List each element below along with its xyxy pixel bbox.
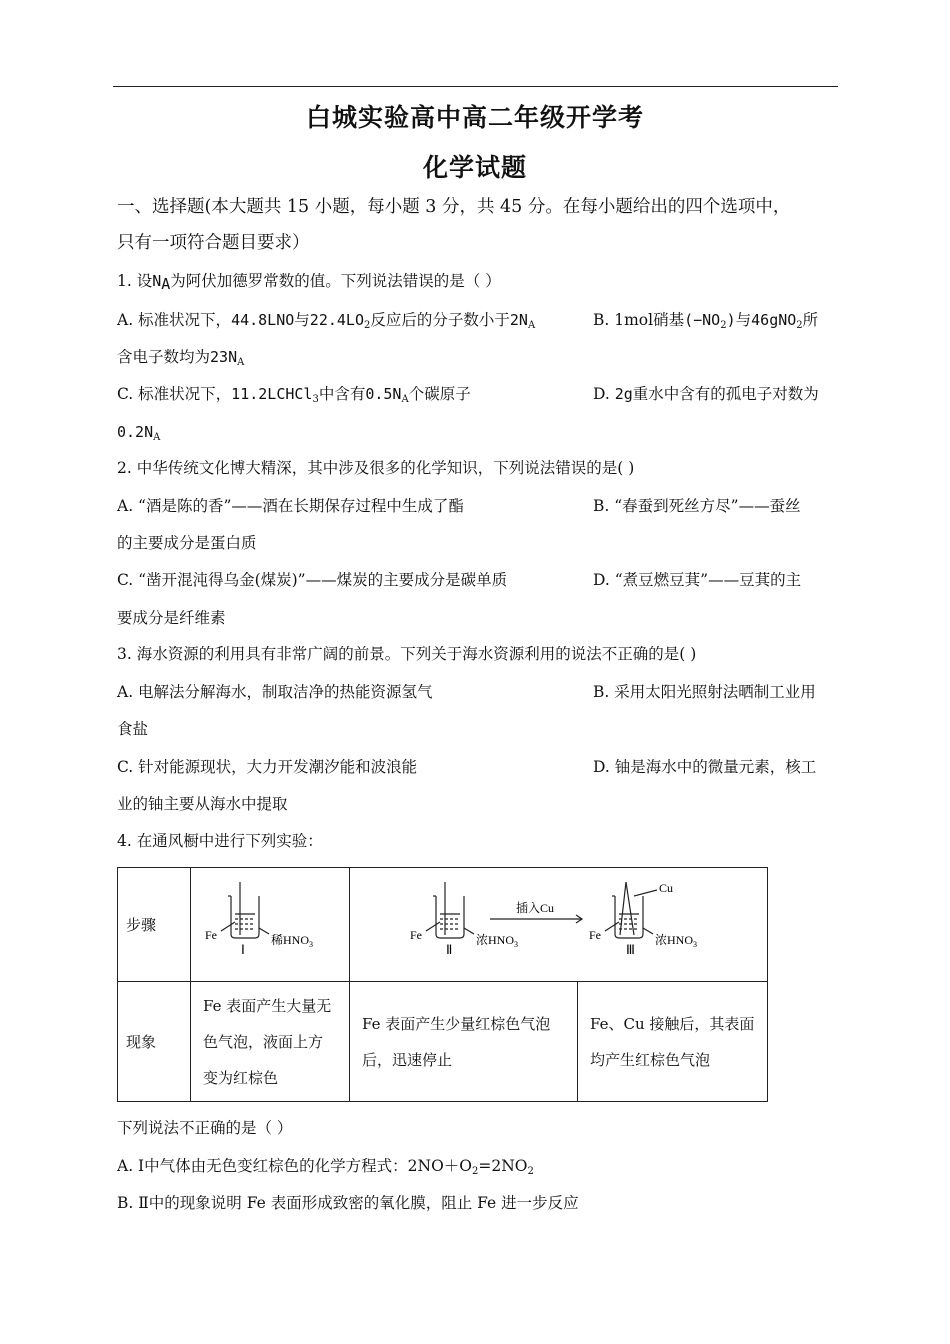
conc-acid-label: 浓$HNO_3$ [476, 933, 518, 949]
q2-option-b-cont: 的主要成分是蛋白质 [117, 534, 257, 552]
q4-option-a: A. Ⅰ中气体由无色变红棕色的化学方程式：$2NO+O_2=2NO_2$ [117, 1157, 534, 1177]
q4-follow: 下列说法不正确的是（ ） [117, 1119, 293, 1137]
step-numeral-1: Ⅰ [241, 942, 245, 957]
step-numeral-3: Ⅲ [626, 942, 635, 957]
cu-label: Cu [659, 881, 674, 895]
fe-label: Fe [205, 928, 217, 942]
observation-2: Fe 表面产生少量红棕色气泡 后，迅速停止 [350, 982, 578, 1102]
beaker-diagram-2-3 [350, 868, 766, 977]
q1-option-c: C. 标准状况下，11.2LCHCl$_3$中含有$0.5N_A$个碳原子 [117, 385, 471, 405]
dilute-acid-label: 稀$HNO_3$ [271, 933, 313, 949]
q1-option-b-cont: 含电子数均为$23N_A$ [117, 348, 245, 368]
q2-stem: 2. 中华传统文化博大精深，其中涉及很多的化学知识，下列说法错误的是( ) [117, 459, 635, 477]
page-title: 白城实验高中高二年级开学考 [305, 103, 644, 132]
page-subtitle: 化学试题 [422, 153, 527, 182]
observation-3: Fe、Cu 接触后，其表面 均产生红棕色气泡 [578, 982, 768, 1102]
q2-option-a: A. “酒是陈的香”——酒在长期保存过程中生成了酯 [117, 497, 464, 515]
header-rule [113, 86, 838, 87]
q3-option-c: C. 针对能源现状，大力开发潮汐能和波浪能 [117, 758, 418, 776]
q2-option-d: D. “煮豆燃豆萁”——豆萁的主 [593, 571, 802, 589]
section-heading-line2: 只有一项符合题目要求） [117, 233, 310, 253]
q1-option-d: D. 2g重水中含有的孤电子对数为 [593, 385, 819, 403]
q2-option-d-cont: 要成分是纤维素 [117, 609, 226, 627]
observation-1: Fe 表面产生大量无 色气泡，液面上方 变为红棕色 [191, 982, 350, 1102]
q1-option-d-cont: $0.2N_A$ [117, 423, 161, 443]
beaker-diagram-1 [191, 868, 349, 977]
q1-option-b: B. 1mol硝基$(-NO_2)$与46gNO$_2$所 [593, 311, 819, 331]
conc-acid-label: 浓$HNO_3$ [655, 933, 697, 949]
step-figure-1 [191, 868, 350, 982]
q1-stem: 1. 设$N_A$为阿伏加德罗常数的值。下列说法错误的是（ ） [117, 272, 501, 293]
fe-label: Fe [410, 928, 422, 942]
arrow-label: 插入Cu [516, 901, 555, 915]
row-label-observations: 现象 [118, 982, 191, 1102]
step-numeral-2: Ⅱ [446, 942, 453, 957]
fe-label: Fe [589, 928, 601, 942]
experiment-table [117, 867, 768, 1102]
row-label-steps: 步骤 [118, 868, 191, 982]
q3-option-d-cont: 业的铀主要从海水中提取 [117, 795, 288, 813]
step-figure-2-3 [350, 868, 768, 982]
q3-option-d: D. 铀是海水中的微量元素，核工 [593, 758, 817, 776]
q3-stem: 3. 海水资源的利用具有非常广阔的前景。下列关于海水资源利用的说法不正确的是( ) [117, 645, 697, 663]
q3-option-b-cont: 食盐 [117, 720, 149, 738]
q2-option-c: C. “凿开混沌得乌金(煤炭)”——煤炭的主要成分是碳单质 [117, 571, 508, 589]
q1-option-a: A. 标准状况下，44.8LNO与$22.4LO_2$反应后的分子数小于$2N_A$ [117, 311, 536, 331]
q2-option-b: B. “春蚕到死丝方尽”——蚕丝 [593, 497, 801, 515]
q3-option-a: A. 电解法分解海水，制取洁净的热能资源氢气 [117, 683, 433, 701]
q3-option-b: B. 采用太阳光照射法晒制工业用 [593, 683, 816, 701]
q4-option-b: B. Ⅱ中的现象说明 Fe 表面形成致密的氧化膜，阻止 Fe 进一步反应 [117, 1194, 579, 1212]
q4-stem: 4. 在通风橱中进行下列实验： [117, 832, 323, 850]
section-heading-line1: 一、选择题(本大题共 15 小题，每小题 3 分，共 45 分。在每小题给出的四个选项中， [117, 197, 791, 217]
